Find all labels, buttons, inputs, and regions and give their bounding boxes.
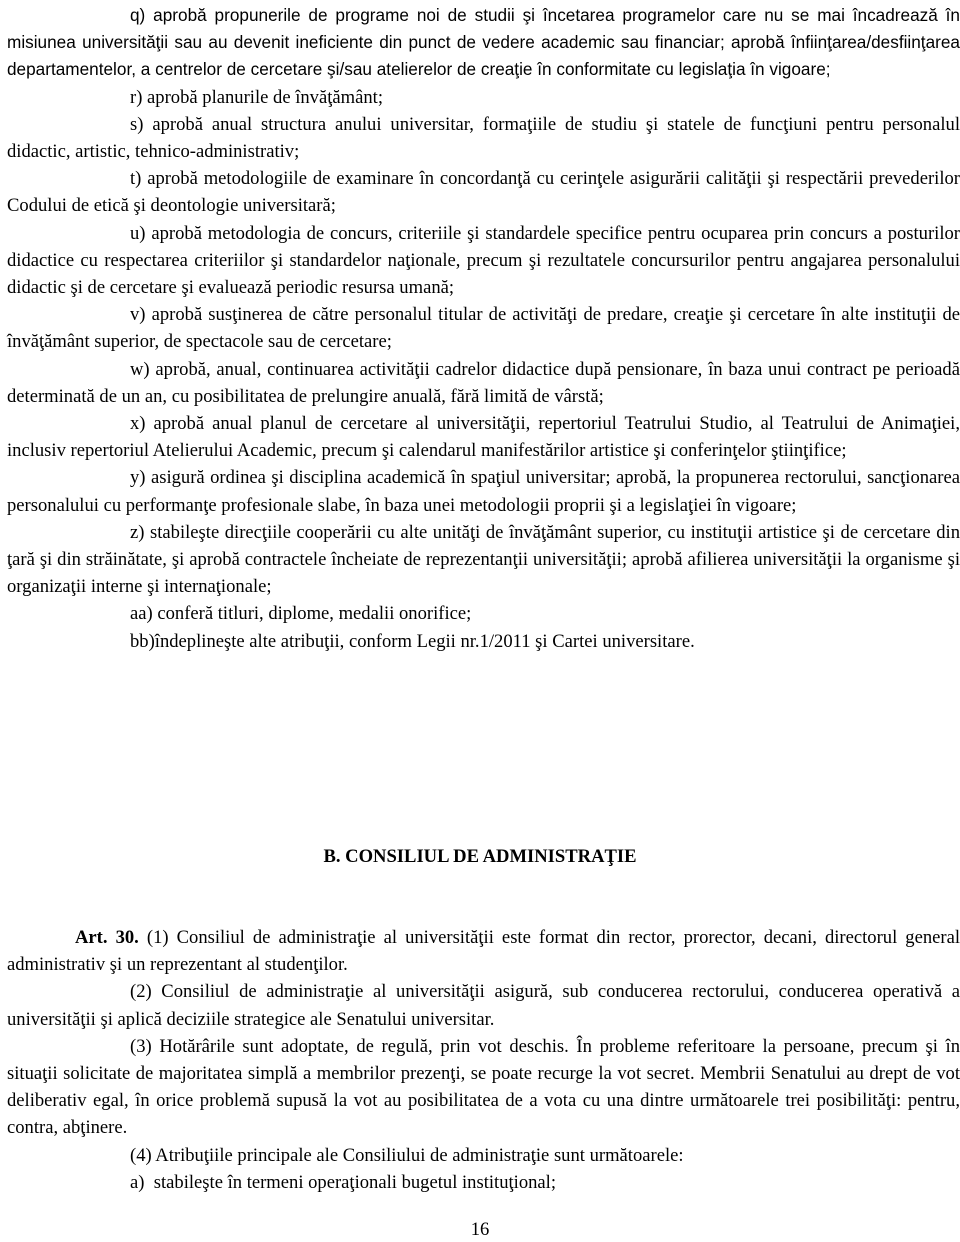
list-text: aprobă planurile de învăţământ; — [147, 86, 383, 108]
list-label: t) — [130, 168, 142, 190]
article-paragraph-3: (3) Hotărârile sunt adoptate, de regulă, prin vot deschis. În probleme referitoare la persoane, precum şi în situaţii solicitate de majoritatea simplă a membrilor prezenţi, se poate recurge la vot secret. Membrii Senatului au drept de vot deliberativ egal, în orice problemă supusă la vot au posibilitatea de a vota cu una dintre următoarele trei posibilităţi: pentru, contra, abţinere. — [7, 1035, 960, 1139]
list-text: aprobă anual structura anului universitar, formaţiile de studiu şi statele de funcţiuni pentru personalul didactic, artistic, tehnico-administrativ; — [7, 113, 960, 163]
list-item-u — [7, 220, 960, 302]
list-label: a) — [130, 1171, 145, 1193]
article-30 — [7, 924, 960, 1196]
list-text: aprobă anual planul de cercetare al universităţii, repertoriul Teatrului Studio, al Teatrului de Animaţiei, inclusiv repertoriul Atelierului Academic, precum şi calendarul manifestărilor artistice şi conferinţelor ştiinţifice; — [7, 413, 960, 462]
list-item-bb — [7, 628, 960, 655]
article-paragraph-4: (4) Atribuţiile principale ale Consiliului de administraţie sunt următoarele: — [130, 1144, 684, 1166]
list-text: aprobă metodologia de concurs, criteriile şi standardele specifice pentru ocuparea prin concurs a posturilor didactice cu respectarea criteriilor şi standardelor naţionale, precum şi rezultatele concursurilor pentru angajarea personalului didactic şi de cercetare şi evaluează periodic resursa umană; — [7, 222, 960, 299]
list-label: w) — [130, 358, 150, 380]
list-label: v) — [130, 304, 146, 326]
section-title: B. CONSILIUL DE ADMINISTRAŢIE — [323, 846, 637, 867]
list-text: aprobă metodologiile de examinare în concordanţă cu cerinţele asigurării calităţii şi respectării prevederilor Codului de etică şi deontologie universitară; — [7, 168, 960, 217]
list-label: aa) — [130, 603, 153, 625]
attributions-list — [7, 2, 960, 655]
list-item-z — [7, 519, 960, 601]
list-text: aprobă susţinerea de către personalul titular de activităţi de predare, creaţie şi cercetare în alte instituţii de învăţământ superior, de spectacole sau de cercetare; — [7, 304, 960, 353]
list-label: z) — [130, 521, 145, 543]
list-item-r — [7, 84, 960, 111]
list-text: stabileşte în termeni operaţionali bugetul instituţional; — [153, 1171, 557, 1193]
list-label: r) — [130, 86, 143, 108]
article-paragraph-5 — [7, 1169, 960, 1196]
list-item-q — [7, 2, 960, 84]
list-item-aa — [7, 600, 960, 627]
list-item-x — [7, 410, 960, 464]
list-item-v — [7, 301, 960, 355]
list-text: stabileşte direcţiile cooperării cu alte unităţi de învăţământ superior, cu instituţii artistice şi de cercetare din ţară şi din străinătate, şi aprobă contractele încheiate de reprezentanţii universităţii; aprobă afilierea universităţii la organisme şi organizaţii interne şi internaţionale; — [7, 521, 960, 598]
list-label: y) — [130, 467, 146, 489]
list-text: aprobă, anual, continuarea activităţii cadrelor didactice după pensionare, în baza unui contract pe perioadă determinată de un an, cu posibilitatea de prelungire anuală, fără limită de vârstă; — [7, 358, 960, 407]
article-paragraph-1 — [7, 924, 960, 978]
article-paragraph-2: (2) Consiliul de administraţie al universităţii asigură, sub conducerea rectorului, conducerea operativă a universităţii şi aplică deciziile strategice ale Senatului universitar. — [7, 981, 960, 1030]
list-text: conferă titluri, diplome, medalii onorifice; — [157, 603, 472, 625]
list-item-y — [7, 464, 960, 518]
list-label: s) — [130, 113, 144, 135]
list-label: u) — [130, 222, 146, 244]
article-label: Art. 30. — [75, 927, 139, 948]
page-number: 16 — [470, 1219, 490, 1240]
article-text: (1) Consiliul de administraţie al universităţii este format din rector, prorector, decani, directorul general administrativ şi un reprezentant al studenţilor. — [7, 927, 960, 976]
list-text: asigură ordinea şi disciplina academică în spaţiul universitar; aprobă, la propunerea rectorului, sancţionarea personalului cu performanţe profesionale slabe, în baza unei metodologii proprii şi a legislaţiei în vigoare; — [7, 467, 960, 516]
list-label: x) — [130, 413, 146, 435]
list-item-w — [7, 356, 960, 410]
list-text: îndeplineşte alte atribuţii, conform Legii nr.1/2011 şi Cartei universitare. — [154, 630, 695, 652]
list-label: q) — [130, 5, 146, 25]
list-label: bb) — [130, 630, 155, 652]
list-text: aprobă propunerile de programe noi de studii şi încetarea programelor care nu se mai încadrează în misiunea universităţii sau au devenit ineficiente din punct de vedere academic sau financiar; aprobă înfiinţarea/desfiinţarea departamentelor, a centrelor de cercetare şi/sau atelierelor de creaţie în conformitate cu legislaţia în vigoare; — [7, 5, 960, 80]
list-item-t — [7, 165, 960, 219]
list-item-s — [7, 111, 960, 165]
